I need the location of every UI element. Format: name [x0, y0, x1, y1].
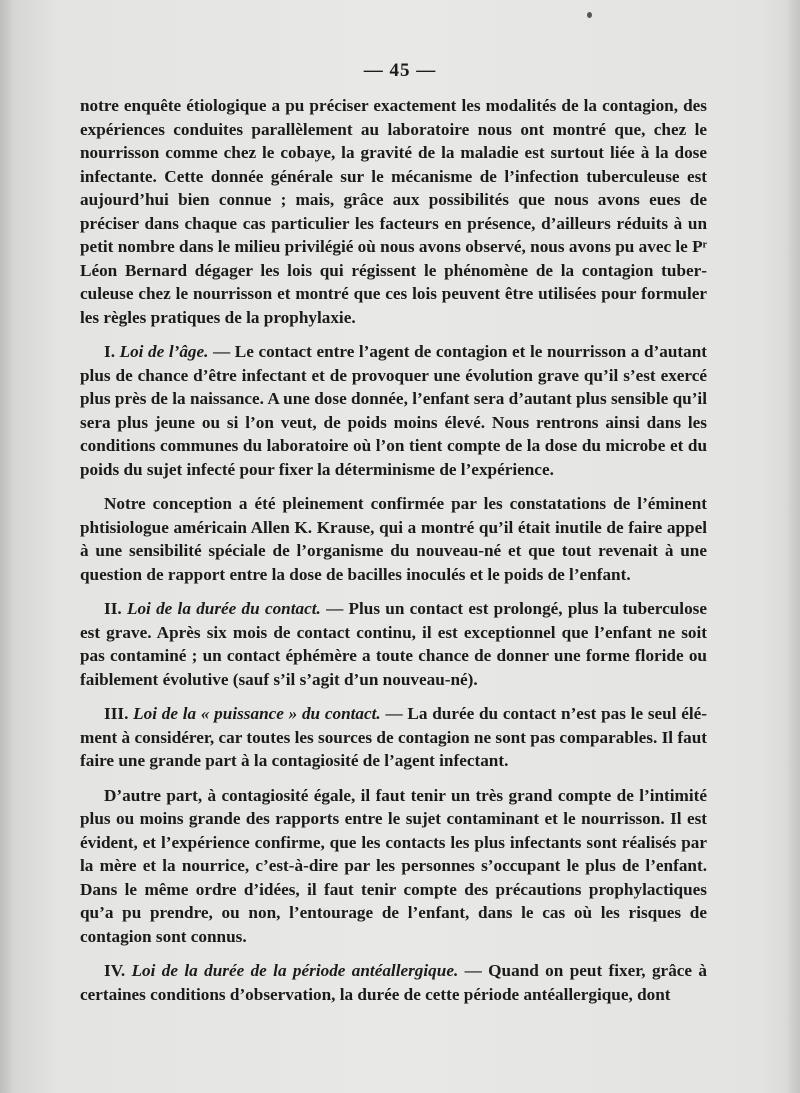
- law-title: Loi de la durée du contact.: [126, 599, 321, 618]
- law-numeral: IV.: [104, 961, 126, 980]
- body-text: [80, 94, 707, 1017]
- law-text: — Quand on peut fixer, grâce à certaines conditions d’observation, la durée de cette période antéallergique, dont: [80, 961, 708, 1004]
- law-text: — Le contact entre l’agent de contagion et le nourrisson a d’autant plus de chance d’être infectant et de provoquer une évolution grave qu’il s’est exercé plus près de la naissance. A une dose donnée, l’enfant sera d’autant plus sensible qu’il sera plus jeune ou si l’on veut, de poids moins élevé. Nous rentrons ainsi dans les conditions communes du laboratoire où l’on tient compte de la dose du microbe et du poids du sujet infecté pour fixer la déterminisme de l’expérience.: [80, 342, 708, 479]
- law-title: Loi de l’âge.: [119, 342, 209, 361]
- law-text: — La durée du contact n’est pas le seul élément à considérer, car toutes les sources de contagion ne sont pas comparables. Il faut faire une grande part à la contagiosité de l’agent infectant.: [80, 704, 707, 770]
- law-numeral: III.: [104, 704, 129, 723]
- paragraph-law-power: [80, 702, 707, 773]
- law-numeral: II.: [104, 599, 122, 618]
- law-title: Loi de la durée de la période antéallergique.: [131, 961, 459, 980]
- page-number: — 45 —: [363, 60, 437, 81]
- law-text: — Plus un contact est prolongé, plus la tuberculose est grave. Après six mois de contact continu, il est exceptionnel que l’enfant ne soit pas contaminé ; un contact éphémère a toute chance de donner une forme floride ou faiblement évolutive (sauf s’il s’agit d’un nouveau-né).: [80, 599, 707, 689]
- paragraph-law-duration: [80, 597, 707, 691]
- law-numeral: I.: [104, 342, 115, 361]
- page-right-shadow: [786, 0, 800, 1093]
- paragraph-law-age: [80, 340, 707, 481]
- paragraph-intro: notre enquête étiologique a pu préciser exactement les modalités de la contagion, des expériences conduites parallèlement au laboratoire nous ont montré que, chez le nourrisson comme chez le cobaye, la gravité de la maladie est surtout liée à la dose infectante. Cette donnée générale sur le mécanisme de l’infection tuberculeuse est aujourd’hui bien connue ; mais, grâce aux possibilités que nous avons eues de préciser dans chaque cas particulier les facteurs en présence, d’ailleurs réduits à un petit nombre dans le milieu privilégié où nous avons observé, nous avons pu avec le Pʳ Léon Bernard dégager les lois qui régissent le phénomène de la contagion tuberculeuse chez le nourrisson et montré que ces lois peuvent être utilisées pour formuler les règles pratiques de la prophylaxie.: [80, 96, 707, 327]
- law-title: Loi de la « puissance » du contact.: [133, 704, 381, 723]
- ink-speck: [587, 12, 592, 18]
- paragraph-krause: Notre conception a été pleinement confirmée par les constatations de l’éminent phtisiologue américain Allen K. Krause, qui a montré qu’il était inutile de faire appel à une sensibilité spéciale de l’organisme du nouveau-né et que tout revenait à une question de rapport entre la dose de bacilles inoculés et le poids de l’enfant.: [80, 494, 707, 584]
- paragraph-intimacy: D’autre part, à contagiosité égale, il faut tenir un très grand compte de l’intimité plus ou moins grande des rapports entre le sujet contaminant et le nourrisson. Il est évident, et l’expérience confirme, que les contacts les plus infectants sont réalisés par la mère et la nourrice, c’est-à-dire par les personnes s’occupant le plus de l’enfant. Dans le même ordre d’idées, il faut tenir compte des précautions prophylactiques qu’a pu prendre, ou non, l’entourage de l’enfant, dans le cas où les risques de contagion sont connus.: [80, 785, 707, 946]
- paragraph-law-preallergic: [80, 959, 707, 1006]
- page-left-shadow: [0, 0, 14, 1093]
